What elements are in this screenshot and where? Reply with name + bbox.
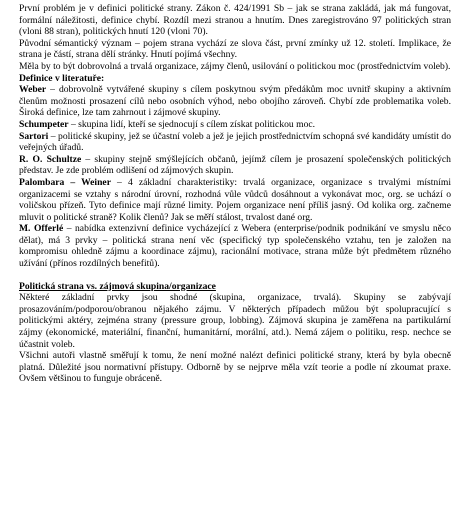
paragraph-comparison: Některé základní prvky jsou shodné (skupina, organizace, trvalá). Skupiny se zabývají prosazováním/podporou/obranou nějakého zájmu. V některých případech můžou být spolupracující s politickými aktéry, zejména strany (pressure group, lobbing). Zájmová skupina je zaměřena na partikulární zájmy (ekonomické, materiální, finanční, humanitární, morální, atd.). Nemá zájem o politiku, resp. nechce se účastnit voleb. <box>19 292 451 350</box>
definition-sartori <box>19 131 451 154</box>
author-offerle: M. Offerlé <box>19 223 64 235</box>
literature-heading: Definice v literatuře: <box>19 72 105 84</box>
comparison-heading: Politická strana vs. zájmová skupina/organizace <box>19 280 216 292</box>
author-weber: Weber <box>19 84 47 96</box>
author-schultze: R. O. Schultze <box>19 153 82 165</box>
author-sartori: Sartori <box>19 130 49 142</box>
document-page <box>19 3 451 385</box>
paragraph-definition-problem: První problém je v definici politické strany. Zákon č. 424/1991 Sb – jak se strana zakládá, jak má fungovat, formální náležitosti, definice chybí. Rozdíl mezi stranou a hnutím. Dnes zaregistrováno 97 politických stran (vloni 88 stran), politických hnutí 120 (vloni 70). <box>19 3 451 38</box>
definition-schultze-text: – skupiny stejně smýšlejících občanů, jejímž cílem je prosazení společenských politických představ. Je zde problém odlišení od zájmových skupin. <box>19 153 451 177</box>
paragraph-gap <box>19 270 451 281</box>
author-palombara: Palombara – Weiner <box>19 176 111 188</box>
paragraph-conclusion: Všichni autoři vlastně směřují k tomu, že není možné nalézt definici politické strany, která by byla obecně platná. Důležité jsou normativní přístupy. Odborně by se nejprve měla vzít teorie a podle ní zkoumat praxe. Ovšem většinou to funguje obráceně. <box>19 350 451 385</box>
definition-schumpeter-text: – skupina lidí, kteří se sjednocují s cílem získat politickou moc. <box>68 118 316 130</box>
paragraph-semantic-meaning: Původní sémantický význam – pojem strana vychází ze slova část, první zmínky už 12. století. Implikace, že strana je částí, strana dělí stránky. Hnutí pojímá všechny. <box>19 37 451 61</box>
definition-schumpeter <box>19 119 451 131</box>
definition-palombara <box>19 177 451 223</box>
paragraph-should-be: Měla by to být dobrovolná a trvalá organizace, zájmy členů, usilování o politickou moc (prostřednictvím voleb). <box>19 60 451 72</box>
definition-weber <box>19 84 451 119</box>
author-schumpeter: Schumpeter <box>19 118 69 130</box>
definition-palombara-text: – 4 základní charakteristiky: trvalá organizace, organizace s trvalými místními organizacemi se vztahy s národní úrovní, rozhodná vůle vůdců dosáhnout a vykonávat moc, org. se uchází o voličskou přízeň. Tyto definice mají různé limity. Pojem organizace není příliš jasný. Od kolika org. začneme mluvit o politické straně? Kolik členů? Jak se měří stálost, trvalost dané org. <box>19 176 451 223</box>
definition-offerle-text: – nabídka extenzivní definice vycházející z Webera (enterprise/podnik podnikání ve smyslu něco dělat), má 3 prvky – politická strana není věc (specifický typ společenského vztahu, ten je založen na kompromisu ohledně zájmu a koordinace zájmu), racionální motivace, strana může být předmětem různého užívání (přínos rozdílných benefitů). <box>19 223 451 270</box>
definition-sartori-text: – politické skupiny, jež se účastní voleb a jež je jejich prostřednictvím schopná své kandidáty umístit do veřejných úřadů. <box>19 130 451 154</box>
definition-weber-text: – dobrovolně vytvářené skupiny s cílem poskytnou svým předákům moc uvnitř skupiny a aktivním členům možnosti prosazení cílů nebo osobních výhod, nebo obojího zároveň. Chybí zde problematika voleb. Široká definice, lze tam zahrnout i zájmové skupiny. <box>19 84 451 119</box>
definition-schultze <box>19 154 451 177</box>
definition-offerle <box>19 223 451 269</box>
